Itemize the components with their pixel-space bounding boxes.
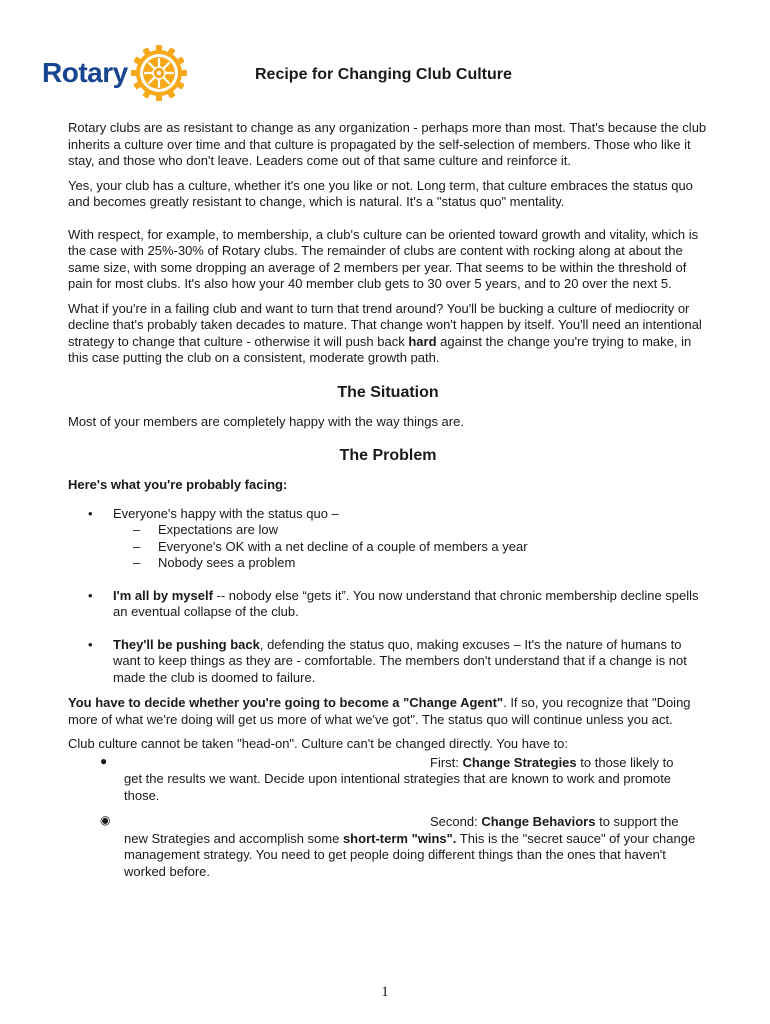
sub-list-item: – Nobody sees a problem <box>133 555 296 570</box>
bullet-icon: • <box>88 505 93 521</box>
bullet-icon: ● <box>100 753 108 768</box>
sub-list <box>113 522 708 572</box>
document-title: Recipe for Changing Club Culture <box>255 66 512 83</box>
rotary-logo <box>42 44 188 102</box>
situation-text: Most of your members are completely happy with the way things are. <box>68 413 464 429</box>
intro-paragraph-1: Rotary clubs are as resistant to change as any organization - perhaps more than most. That's because the club inherits a culture over time and that culture is propagated by the self-selection of members. Those who like it stay, and those who don't leave. Leaders come out of that same culture and reinforce it. <box>68 120 707 168</box>
list-item: • I'm all by myself -- nobody else “gets it”. You now understand that chronic membership decline spells an eventual collapse of the club. <box>88 587 699 619</box>
list-item: • They'll be pushing back, defending the status quo, making excuses – It's the nature of humans to want to keep things as they are - comfortable. The members don't understand that if a change is not made the club is doomed to failure. <box>88 636 687 685</box>
bullet-icon: • <box>88 636 93 652</box>
intro-paragraph-4: What if you're in a failing club and want to turn that trend around? You'll be bucking a culture of mediocrity or decline that's probably taken decades to mature. That change won't happen by itself. You'll need an intentional strategy to change that culture - otherwise it will push back hard against the change you're trying to make, in this case putting the club on a consistent, moderate growth path. <box>68 300 702 365</box>
bullet-icon: ◉ <box>100 813 111 827</box>
rotary-wordmark: Rotary <box>42 57 128 88</box>
culture-paragraph: Club culture cannot be taken "head-on". Culture can't be changed directly. You have to: <box>68 736 569 751</box>
facing-label: Here's what you're probably facing: <box>68 477 288 492</box>
problem-list <box>68 506 708 687</box>
document-body <box>68 120 708 880</box>
problem-heading: The Problem <box>339 447 437 464</box>
situation-heading: The Situation <box>337 383 439 401</box>
change-agent-paragraph: You have to decide whether you're going to become a "Change Agent". If so, you recognize that "Doing more of what we're doing will get us more of what we've got". The status quo will continue unless you act. <box>68 695 691 727</box>
strategy-second: ◉ Second: Change Behaviors to support the new Strategies and accomplish some short-term "wins". This is the "secret sauce" of your change management strategy. You need to get people doing different things than the ones that haven't worked before. <box>100 813 696 879</box>
intro-paragraph-3: With respect, for example, to membership, a club's culture can be oriented toward growth and vitality, which is the case with 25%-30% of Rotary clubs. The remainder of clubs are content with rocking along at about the same size, with some dropping an average of 2 members per year. That seems to be within the threshold of pain for most clubs. It's also how your 40 member club gets to 30 over 5 years, and to 20 over the next 5. <box>68 226 699 291</box>
intro-paragraph-2: Yes, your club has a culture, whether it's one you like or not. Long term, that culture embraces the status quo and becomes greatly resistant to change, which is natural. It's a "status quo" mentality. <box>68 177 693 209</box>
strategy-first: ● First: Change Strategies to those likely to get the results we want. Decide upon intentional strategies that are known to work and promote those. <box>100 753 674 803</box>
rotary-wheel-icon <box>130 44 188 102</box>
sub-list-item: – Everyone's OK with a net decline of a couple of members a year <box>133 538 528 554</box>
page-number: 1 <box>381 984 389 1000</box>
list-item: • Everyone's happy with the status quo – – Expectations are low – Everyone's OK with a net decline of a couple of members a year – Nobody sees a problem <box>68 506 708 572</box>
bullet-icon: • <box>88 587 93 603</box>
sub-list-item: – Expectations are low <box>133 522 278 537</box>
